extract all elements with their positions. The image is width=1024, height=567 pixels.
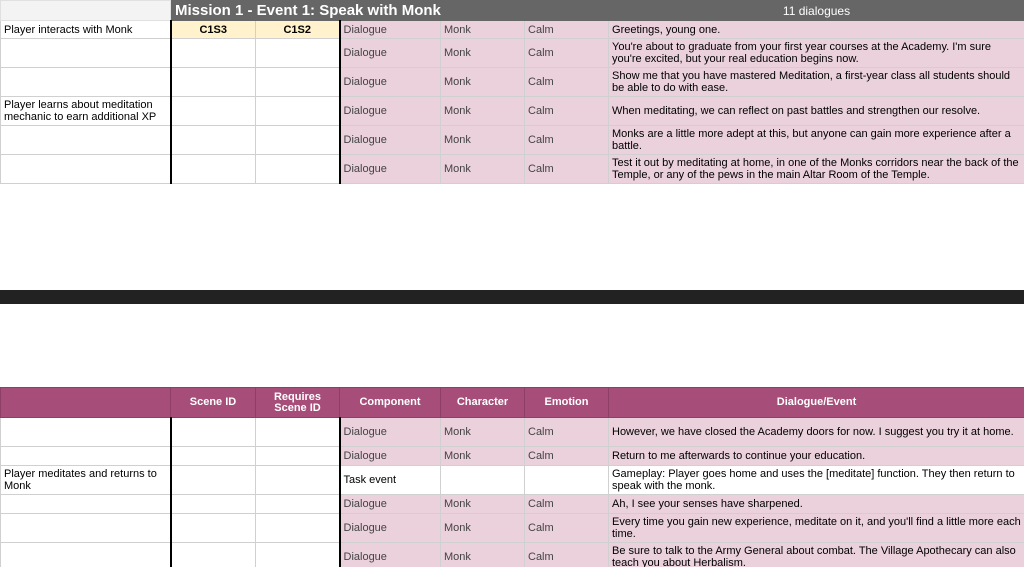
header-dialogue-event[interactable]: Dialogue/Event [609, 388, 1024, 418]
scene-id-cell[interactable] [171, 97, 256, 126]
event-title-row [1, 1, 1024, 21]
table-row [1, 126, 1024, 155]
scene-id-cell[interactable] [171, 495, 256, 514]
description-cell[interactable]: Player interacts with Monk [1, 21, 171, 39]
requires-scene-id-cell[interactable] [256, 155, 340, 184]
dialogue-cell[interactable]: You're about to graduate from your first year courses at the Academy. I'm sure you're excited, but your real education begins now. [609, 39, 1024, 68]
component-cell[interactable]: Dialogue [340, 543, 441, 567]
scene-id-cell[interactable] [171, 155, 256, 184]
event-table-bottom [0, 387, 1024, 567]
header-scene-id[interactable]: Scene ID [171, 388, 256, 418]
dialogue-cell[interactable]: Show me that you have mastered Meditation, a first-year class all students should be able to do with ease. [609, 68, 1024, 97]
character-cell[interactable] [441, 466, 525, 495]
dialogue-count[interactable]: 11 dialogues [609, 1, 1024, 21]
component-cell[interactable]: Dialogue [340, 68, 441, 97]
scene-id-cell[interactable] [171, 126, 256, 155]
event-table-top [0, 0, 1024, 184]
requires-scene-id-cell[interactable] [256, 466, 340, 495]
scene-id-cell[interactable]: C1S3 [171, 21, 256, 39]
component-cell[interactable]: Task event [340, 466, 441, 495]
table-row [1, 155, 1024, 184]
cell[interactable] [525, 1, 609, 21]
emotion-cell[interactable]: Calm [525, 21, 609, 39]
requires-scene-id-cell[interactable] [256, 447, 340, 466]
component-cell[interactable]: Dialogue [340, 155, 441, 184]
character-cell[interactable]: Monk [441, 514, 525, 543]
dialogue-cell[interactable]: Ah, I see your senses have sharpened. [609, 495, 1024, 514]
character-cell[interactable]: Monk [441, 126, 525, 155]
scene-id-cell[interactable] [171, 68, 256, 97]
table-row [1, 514, 1024, 543]
emotion-cell[interactable]: Calm [525, 97, 609, 126]
emotion-cell[interactable]: Calm [525, 447, 609, 466]
description-cell[interactable] [1, 68, 171, 97]
header-emotion[interactable]: Emotion [525, 388, 609, 418]
header-character[interactable]: Character [441, 388, 525, 418]
emotion-cell[interactable]: Calm [525, 418, 609, 447]
description-cell[interactable] [1, 543, 171, 567]
emotion-cell[interactable]: Calm [525, 514, 609, 543]
component-cell[interactable]: Dialogue [340, 39, 441, 68]
character-cell[interactable]: Monk [441, 447, 525, 466]
description-cell[interactable] [1, 418, 171, 447]
description-cell[interactable]: Player meditates and returns to Monk [1, 466, 171, 495]
component-cell[interactable]: Dialogue [340, 495, 441, 514]
column-header-row [1, 388, 1024, 418]
component-cell[interactable]: Dialogue [340, 126, 441, 155]
character-cell[interactable]: Monk [441, 68, 525, 97]
description-cell[interactable] [1, 514, 171, 543]
requires-scene-id-cell[interactable] [256, 39, 340, 68]
table-row [1, 543, 1024, 567]
requires-scene-id-cell[interactable] [256, 97, 340, 126]
scene-id-cell[interactable] [171, 543, 256, 567]
character-cell[interactable]: Monk [441, 21, 525, 39]
character-cell[interactable]: Monk [441, 39, 525, 68]
table-row [1, 39, 1024, 68]
dialogue-cell[interactable]: Test it out by meditating at home, in one of the Monks corridors near the back of the Temple, or any of the pews in the main Altar Room of the Temple. [609, 155, 1024, 184]
header-cell[interactable] [1, 388, 171, 418]
emotion-cell[interactable]: Calm [525, 543, 609, 567]
dialogue-cell[interactable]: Every time you gain new experience, meditate on it, and you'll find a little more each time. [609, 514, 1024, 543]
dialogue-cell[interactable]: Gameplay: Player goes home and uses the [meditate] function. They then return to speak with the monk. [609, 466, 1024, 495]
requires-scene-id-cell[interactable] [256, 514, 340, 543]
description-cell[interactable] [1, 495, 171, 514]
component-cell[interactable]: Dialogue [340, 514, 441, 543]
scene-id-cell[interactable] [171, 466, 256, 495]
table-row [1, 447, 1024, 466]
component-cell[interactable]: Dialogue [340, 418, 441, 447]
scene-id-cell[interactable] [171, 39, 256, 68]
cell[interactable] [1, 1, 171, 21]
requires-scene-id-cell[interactable] [256, 68, 340, 97]
character-cell[interactable]: Monk [441, 495, 525, 514]
description-cell[interactable] [1, 155, 171, 184]
character-cell[interactable]: Monk [441, 418, 525, 447]
dialogue-cell[interactable]: Monks are a little more adept at this, but anyone can gain more experience after a battle. [609, 126, 1024, 155]
table-row [1, 97, 1024, 126]
description-cell[interactable] [1, 39, 171, 68]
dialogue-cell[interactable]: Be sure to talk to the Army General about combat. The Village Apothecary can also teach you about Herbalism. [609, 543, 1024, 567]
dialogue-cell[interactable]: Return to me afterwards to continue your education. [609, 447, 1024, 466]
header-component[interactable]: Component [340, 388, 441, 418]
emotion-cell[interactable]: Calm [525, 495, 609, 514]
table-row [1, 418, 1024, 447]
description-cell[interactable]: Player learns about meditation mechanic to earn additional XP [1, 97, 171, 126]
table-row [1, 466, 1024, 495]
dialogue-cell[interactable]: However, we have closed the Academy doors for now. I suggest you try it at home. [609, 418, 1024, 447]
scene-id-cell[interactable] [171, 447, 256, 466]
requires-scene-id-cell[interactable] [256, 418, 340, 447]
dialogue-cell[interactable]: When meditating, we can reflect on past battles and strengthen our resolve. [609, 97, 1024, 126]
description-cell[interactable] [1, 447, 171, 466]
table-row [1, 495, 1024, 514]
header-requires-scene-id[interactable]: Requires Scene ID [256, 388, 340, 418]
table-row [1, 21, 1024, 39]
component-cell[interactable]: Dialogue [340, 447, 441, 466]
component-cell[interactable]: Dialogue [340, 21, 441, 39]
emotion-cell[interactable]: Calm [525, 39, 609, 68]
scene-id-cell[interactable] [171, 418, 256, 447]
section-divider [0, 290, 1024, 304]
character-cell[interactable]: Monk [441, 155, 525, 184]
character-cell[interactable]: Monk [441, 97, 525, 126]
event-title[interactable]: Mission 1 - Event 1: Speak with Monk [171, 1, 525, 21]
description-cell[interactable] [1, 126, 171, 155]
component-cell[interactable]: Dialogue [340, 97, 441, 126]
emotion-cell[interactable] [525, 466, 609, 495]
emotion-cell[interactable]: Calm [525, 155, 609, 184]
requires-scene-id-cell[interactable] [256, 126, 340, 155]
requires-scene-id-cell[interactable] [256, 495, 340, 514]
character-cell[interactable]: Monk [441, 543, 525, 567]
requires-scene-id-cell[interactable]: C1S2 [256, 21, 340, 39]
scene-id-cell[interactable] [171, 514, 256, 543]
table-row [1, 68, 1024, 97]
emotion-cell[interactable]: Calm [525, 126, 609, 155]
dialogue-cell[interactable]: Greetings, young one. [609, 21, 1024, 39]
requires-scene-id-cell[interactable] [256, 543, 340, 567]
emotion-cell[interactable]: Calm [525, 68, 609, 97]
